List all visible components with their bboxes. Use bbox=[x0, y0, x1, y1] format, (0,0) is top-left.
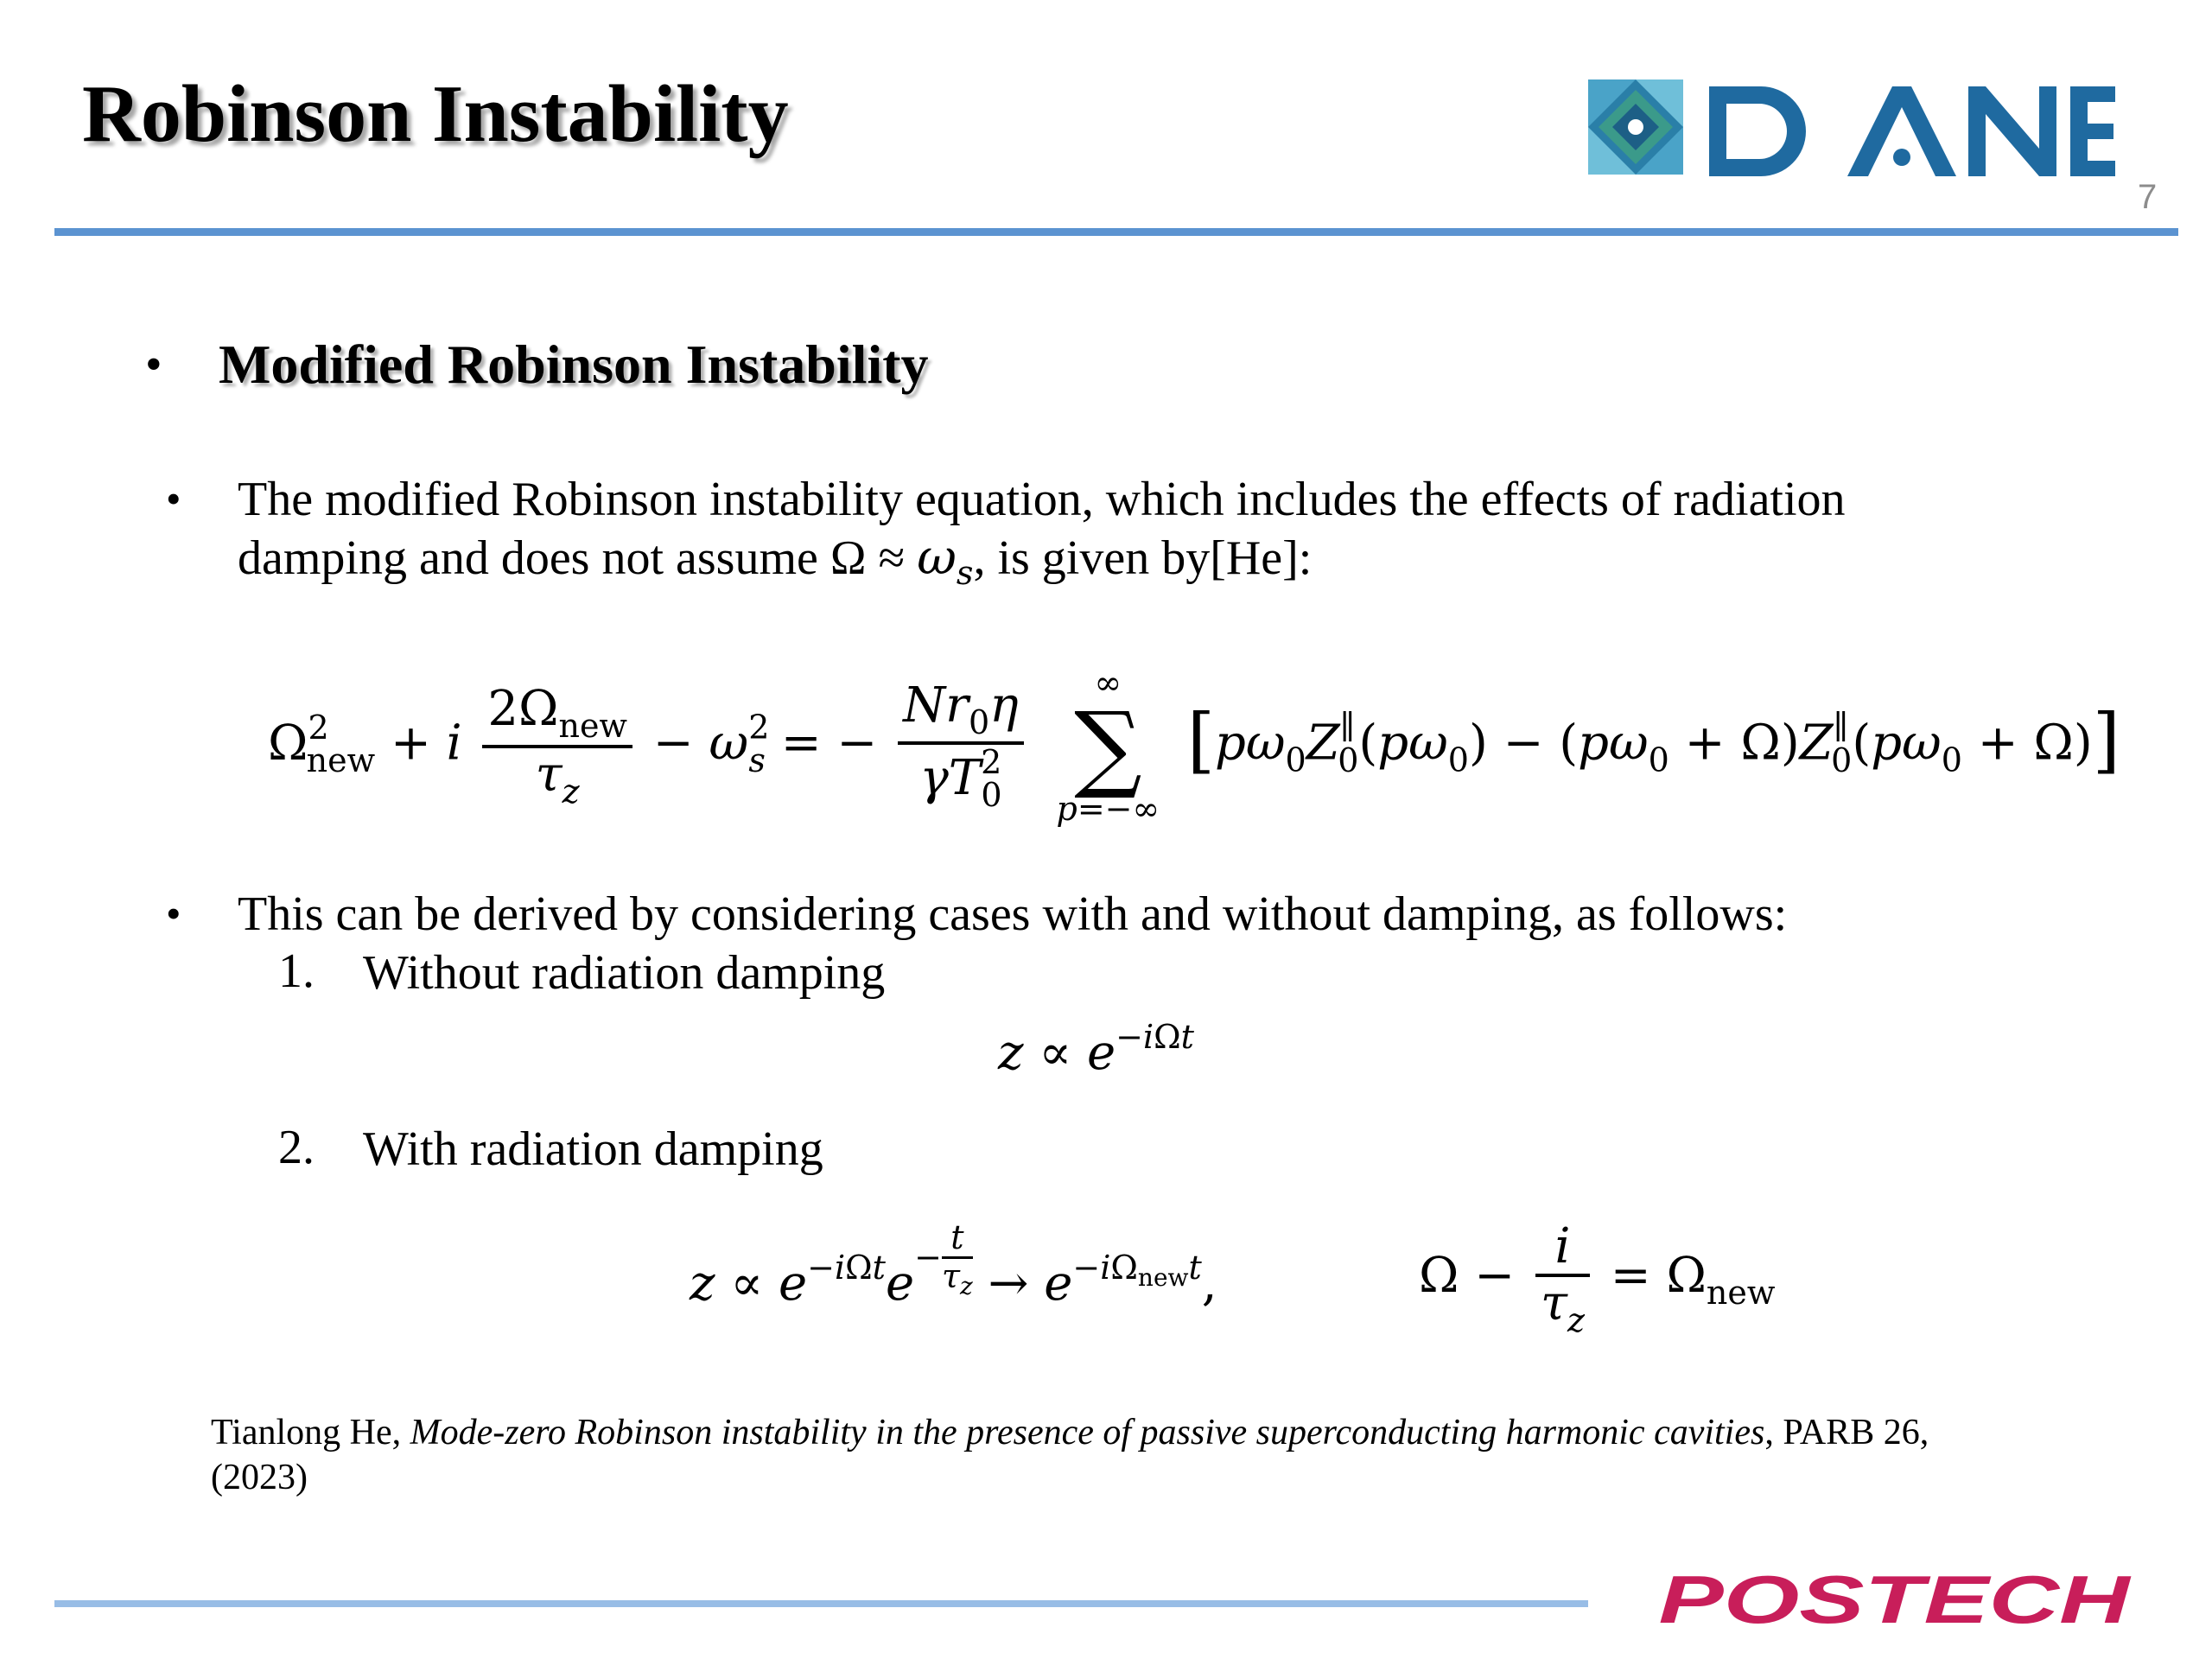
svg-text:POSTECH: POSTECH bbox=[1658, 1567, 2132, 1637]
list-number: 1. bbox=[278, 944, 315, 998]
list-item-with-damping: With radiation damping bbox=[363, 1122, 823, 1176]
citation-author: Tianlong He, bbox=[211, 1413, 410, 1452]
equation-omega-new: Ω − $\frac{i}{\tau_z}$ = $\Omega_{new}$ bbox=[1419, 1218, 1776, 1339]
citation bbox=[211, 1410, 2043, 1500]
heading-bullet: • bbox=[145, 338, 162, 391]
bullet1-line1: The modified Robinson instability equation, which includes the effects of radiation bbox=[238, 473, 1846, 526]
slide-title: Robinson Instability bbox=[82, 69, 789, 159]
dane-logo-letters bbox=[1709, 86, 2115, 176]
bullet-marker: • bbox=[166, 474, 181, 523]
equation-with-damping: $z \propto e^{-i\Omega t}e-$ $\frac{t}{\tau_z}$ → $e^{-i\Omega_{new}t}$, bbox=[690, 1218, 1217, 1312]
header-divider bbox=[54, 228, 2178, 236]
section-heading: Modified Robinson Instability bbox=[219, 334, 929, 395]
footer-divider bbox=[54, 1600, 1588, 1607]
postech-logo bbox=[1655, 1567, 2134, 1637]
equation-without-damping: $z \propto e^{-i\Omega t}$ bbox=[998, 1018, 1194, 1081]
bullet1-line2: damping and does not assume $\Omega \approx \omega_s$, is given by[He]: bbox=[238, 530, 1313, 592]
main-equation: $\Omega^2_{new} + i$ $\frac{2\Omega_{new}}{\tau_z}$ − $\omega^2_s$ = − $\frac{Nr_0\eta}{\gamma T^2_0}$ ∞ ∑ p=−∞ $[p\omega_0Z^\parallel_0(p\omega_0) - (p\omega_0 + \Omega)Z^\parallel_0(p\omega_0 + \Omega)]$ bbox=[268, 664, 2120, 829]
bullet1-text bbox=[238, 470, 1846, 602]
list-number: 2. bbox=[278, 1121, 315, 1174]
citation-year: (2023) bbox=[211, 1458, 308, 1497]
bullet-marker: • bbox=[166, 889, 181, 938]
dane-logo-mark bbox=[1588, 79, 1683, 175]
citation-title: Mode-zero Robinson instability in the presence of passive superconducting harmonic cavities bbox=[410, 1413, 1765, 1452]
list-item-without-damping: Without radiation damping bbox=[363, 946, 886, 1000]
page-number: 7 bbox=[2138, 178, 2158, 216]
dane-logo bbox=[1588, 79, 2115, 183]
bullet2-text: This can be derived by considering cases with and without damping, as follows: bbox=[238, 887, 1788, 941]
citation-journal: , PARB 26, bbox=[1764, 1413, 1929, 1452]
